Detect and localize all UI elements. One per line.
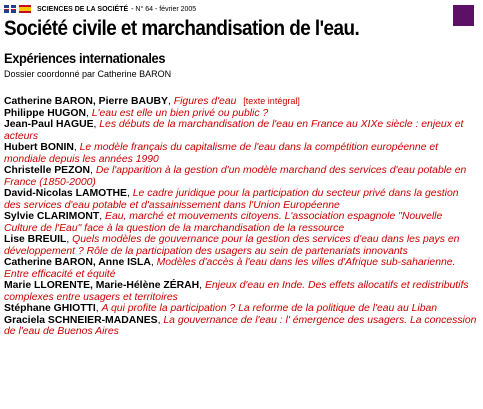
entry-title-link[interactable]: A qui profite la participation ? La reforme de la politique de l'eau au Liban: [101, 303, 438, 314]
spanish-flag-icon[interactable]: [19, 5, 31, 13]
full-text-link[interactable]: [texte intégral]: [243, 96, 300, 106]
entry-title-link[interactable]: La gouvernance de l'eau : l' émergence des usagers. La concession de l'eau de Buenos Aires: [4, 314, 477, 337]
list-item: Stéphane GHIOTTI, A qui profite la participation ? La reforme de la politique de l'eau au Liban: [4, 303, 438, 314]
entry-authors: Jean-Paul HAGUE: [4, 119, 94, 130]
list-item: Graciela SCHNEIER-MADANES, La gouvernance de l'eau : l' émergence des usagers. La concession de l'eau de Buenos Aires: [4, 314, 477, 337]
entry-authors: Lise BREUIL: [4, 234, 67, 245]
entry-title-link[interactable]: L'eau est elle un bien privé ou public ?: [91, 107, 269, 119]
list-item: Christelle PEZON, De l'apparition à la gestion d'un modèle marchand des services d'eau potable en France (1850-2000): [4, 165, 467, 188]
top-bar: [4, 4, 196, 14]
list-item: Philippe HUGON, L'eau est elle un bien privé ou public ?: [4, 107, 269, 119]
entry-authors: Philippe HUGON: [4, 107, 86, 119]
entry-authors: Hubert BONIN: [4, 142, 74, 153]
page-subtitle: Expériences internationales: [4, 50, 166, 66]
english-flag-icon[interactable]: [4, 5, 16, 13]
list-item: David-Nicolas LAMOTHE, Le cadre juridique pour la participation du secteur privé dans la gestion des services d'eau potable et d'assainissement dans l'Union Européenne: [4, 188, 459, 211]
list-item: Sylvie CLARIMONT, Eau, marché et mouvements citoyens. L'association espagnole "Nouvelle Culture de l'Eau" face à la question de la marchandisation de la ressource: [4, 211, 443, 234]
entry-title-link[interactable]: Le modèle français du capitalisme de l'eau dans la compétition européenne et mondiale depuis les années 1990: [4, 142, 439, 165]
entry-authors: Graciela SCHNEIER-MADANES: [4, 314, 158, 326]
list-item: Hubert BONIN, Le modèle français du capitalisme de l'eau dans la compétition européenne et mondiale depuis les années 1990: [4, 142, 439, 165]
entry-title-link[interactable]: Modèles d'accès à l'eau dans les villes d'Afrique sub-saharienne. Entre efficacité et équité: [4, 257, 456, 280]
entry-title-link[interactable]: Les débuts de la marchandisation de l'eau en France au XIXe siècle : enjeux et acteurs: [4, 119, 464, 142]
list-item: Jean-Paul HAGUE, Les débuts de la marchandisation de l'eau en France au XIXe siècle : enjeux et acteurs: [4, 119, 464, 142]
entry-title-link[interactable]: Figures d'eau: [173, 96, 237, 107]
entry-title-link[interactable]: Le cadre juridique pour la participation du secteur privé dans la gestion des services d'eau potable et d'assainissement dans l'Union Européenne: [4, 188, 459, 211]
entry-authors: Christelle PEZON: [4, 165, 91, 176]
issue-info: - N° 64 - février 2005: [131, 5, 197, 13]
journal-name: SCIENCES DE LA SOCIÉTÉ: [37, 5, 129, 13]
corner-square-icon: [453, 5, 474, 26]
list-item: Marie LLORENTE, Marie-Hélène ZÉRAH, Enjeux d'eau en Inde. Des effets allocatifs et redistributifs complexes entre usagers et territoires: [4, 280, 469, 303]
entry-authors: Marie LLORENTE, Marie-Hélène ZÉRAH: [4, 280, 200, 291]
entry-authors: Catherine BARON, Pierre BAUBY: [4, 96, 168, 107]
list-item: Catherine BARON, Anne ISLA, Modèles d'accès à l'eau dans les villes d'Afrique sub-saharienne. Entre efficacité et équité: [4, 257, 456, 280]
entry-authors: Sylvie CLARIMONT: [4, 211, 100, 222]
list-item: Catherine BARON, Pierre BAUBY, Figures d'eau [texte intégral]: [4, 96, 300, 107]
entry-authors: David-Nicolas LAMOTHE: [4, 188, 127, 199]
entry-title-link[interactable]: Eau, marché et mouvements citoyens. L'association espagnole "Nouvelle Culture de l'Eau" face à la question de la marchandisation de la ressource: [4, 211, 443, 234]
coordinator-line: Dossier coordonné par Catherine BARON: [4, 69, 172, 79]
article-list: [4, 96, 478, 338]
entry-title-link[interactable]: Quels modèles de gouvernance pour la gestion des services d'eau dans les pays en développement ? Rôle de la participation des usagers au sein de partenariats innovants: [4, 234, 460, 257]
entry-title-link[interactable]: Enjeux d'eau en Inde. Des effets allocatifs et redistributifs complexes entre usagers et territoires: [4, 280, 469, 303]
entry-authors: Catherine BARON, Anne ISLA: [4, 257, 151, 268]
entry-title-link[interactable]: De l'apparition à la gestion d'un modèle marchand des services d'eau potable en France (1850-2000): [4, 165, 467, 188]
list-item: Lise BREUIL, Quels modèles de gouvernance pour la gestion des services d'eau dans les pays en développement ? Rôle de la participation des usagers au sein de partenariats innovants: [4, 234, 460, 257]
entry-authors: Stéphane GHIOTTI: [4, 303, 96, 314]
page-title: Société civile et marchandisation de l'eau.: [4, 17, 360, 40]
